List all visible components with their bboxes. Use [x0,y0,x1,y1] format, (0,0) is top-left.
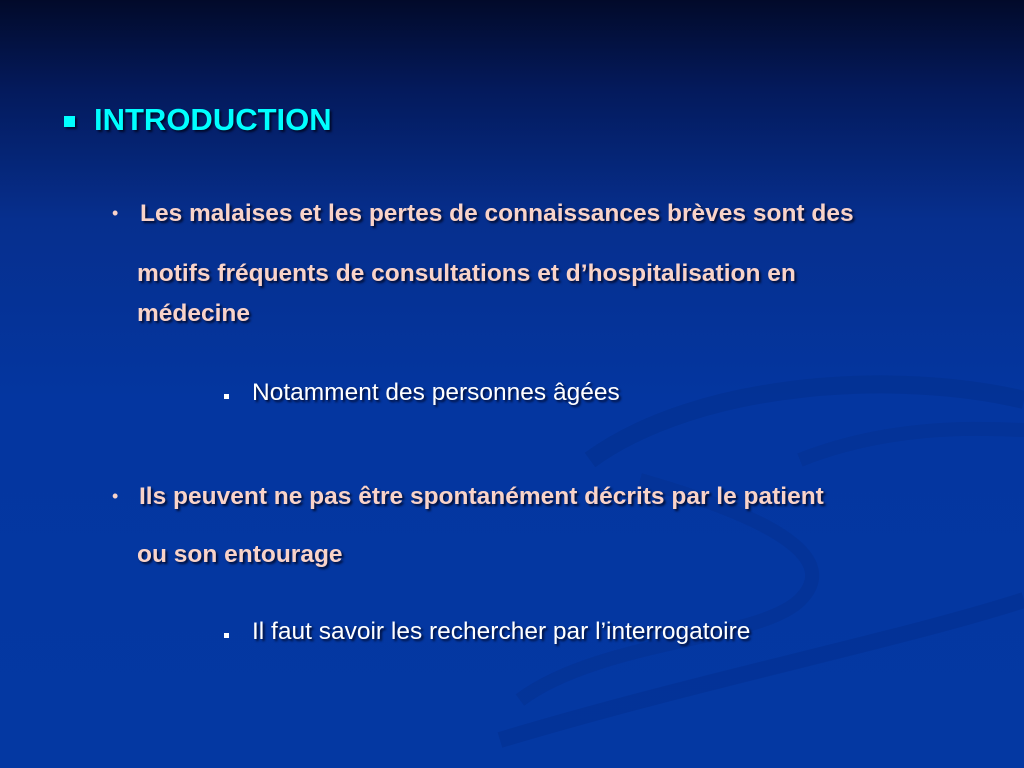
sub-bullet-icon [224,394,229,399]
bullet-1-line-2: motifs fréquents de consultations et d’hospitalisation en [137,260,796,287]
bullet-2-line-1: Ils peuvent ne pas être spontanément décrits par le patient [139,483,824,510]
bullet-1-sub: Notamment des personnes âgées [252,379,620,406]
bullet-2-sub: Il faut savoir les rechercher par l’interrogatoire [252,618,751,645]
title-bullet-icon [64,116,75,127]
bullet-dot-icon: • [112,203,119,223]
sub-bullet-icon [224,633,229,638]
bullet-1-line-1: Les malaises et les pertes de connaissances brèves sont des [140,200,854,227]
bullet-1-line-3: médecine [137,300,251,327]
bullet-2-line-2: ou son entourage [137,541,343,568]
slide-title: INTRODUCTION [94,102,332,137]
bullet-dot-icon: • [112,486,119,506]
